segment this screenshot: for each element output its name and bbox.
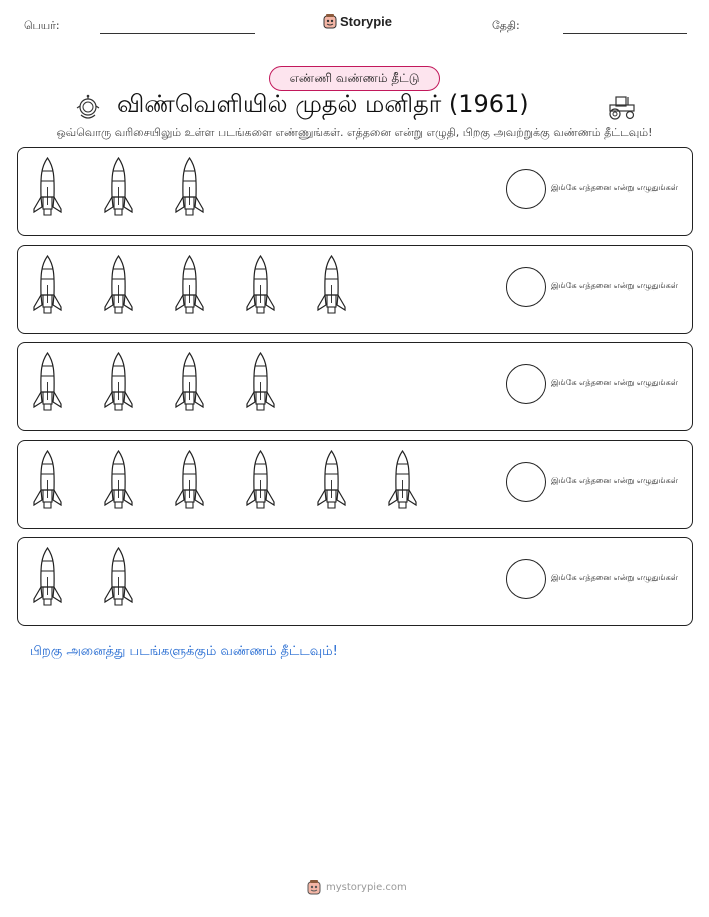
rocket-group: [31, 450, 457, 512]
rocket-icon[interactable]: [31, 157, 64, 219]
rocket-icon[interactable]: [173, 352, 206, 414]
name-label: பெயர்:: [24, 19, 60, 32]
rocket-icon[interactable]: [244, 352, 277, 414]
name-write-line[interactable]: [100, 33, 255, 34]
rocket-icon[interactable]: [173, 157, 206, 219]
rocket-icon[interactable]: [244, 450, 277, 512]
answer-label: இங்கே எத்தனை என்று எழுதுங்கள்: [551, 573, 678, 582]
counting-row: [17, 245, 693, 334]
answer-label: இங்கே எத்தனை என்று எழுதுங்கள்: [551, 183, 678, 192]
answer-circle[interactable]: [506, 267, 546, 307]
brand-name: Storypie: [340, 13, 393, 29]
date-label: தேதி:: [492, 19, 520, 32]
rocket-icon[interactable]: [102, 547, 135, 609]
counting-rows: [17, 147, 693, 635]
storypie-logo-icon: [323, 13, 337, 29]
rocket-icon[interactable]: [315, 450, 348, 512]
counting-row: [17, 440, 693, 529]
rocket-group: [31, 547, 173, 609]
rocket-icon[interactable]: [173, 450, 206, 512]
rocket-group: [31, 352, 315, 414]
rocket-group: [31, 157, 244, 219]
astronaut-icon: [74, 94, 102, 122]
rocket-icon[interactable]: [244, 255, 277, 317]
storypie-logo-icon: [307, 879, 321, 895]
worksheet-header: [0, 0, 709, 50]
answer-label: இங்கே எத்தனை என்று எழுதுங்கள்: [551, 475, 678, 485]
answer-circle[interactable]: [506, 364, 546, 404]
rocket-icon[interactable]: [31, 547, 64, 609]
worksheet-type-badge: எண்ணி வண்ணம் தீட்டு: [269, 66, 440, 91]
title-row: [0, 88, 709, 124]
rocket-icon[interactable]: [386, 450, 419, 512]
rocket-icon[interactable]: [102, 157, 135, 219]
answer-circle[interactable]: [506, 559, 546, 599]
rocket-icon[interactable]: [31, 352, 64, 414]
rocket-icon[interactable]: [102, 450, 135, 512]
rocket-icon[interactable]: [102, 255, 135, 317]
page-title: விண்வெளியில் முதல் மனிதர் (1961): [117, 90, 529, 118]
rocket-group: [31, 255, 386, 317]
counting-row: [17, 537, 693, 626]
brand-logo: [323, 13, 392, 29]
rocket-icon[interactable]: [102, 352, 135, 414]
rocket-icon[interactable]: [173, 255, 206, 317]
rocket-icon[interactable]: [315, 255, 348, 317]
rocket-icon[interactable]: [31, 255, 64, 317]
date-write-line[interactable]: [563, 33, 687, 34]
counting-row: [17, 147, 693, 236]
footer-note: பிறகு அனைத்து படங்களுக்கும் வண்ணம் தீட்டவும்!: [30, 644, 338, 659]
answer-label: இங்கே எத்தனை என்று எழுதுங்கள்: [551, 280, 678, 290]
counting-row: [17, 342, 693, 431]
instructions: ஒவ்வொரு வரிசையிலும் உள்ள படங்களை எண்ணுங்கள். எத்தனை என்று எழுதி, பிறகு அவற்றுக்கு வண்ணம் தீட்டவும்!: [56, 126, 653, 139]
answer-circle[interactable]: [506, 462, 546, 502]
site-url: mystorypie.com: [326, 881, 407, 893]
tractor-icon: [606, 93, 638, 121]
rocket-icon[interactable]: [31, 450, 64, 512]
answer-label: இங்கே எத்தனை என்று எழுதுங்கள்: [551, 378, 678, 387]
site-footer: [307, 879, 407, 895]
answer-circle[interactable]: [506, 169, 546, 209]
